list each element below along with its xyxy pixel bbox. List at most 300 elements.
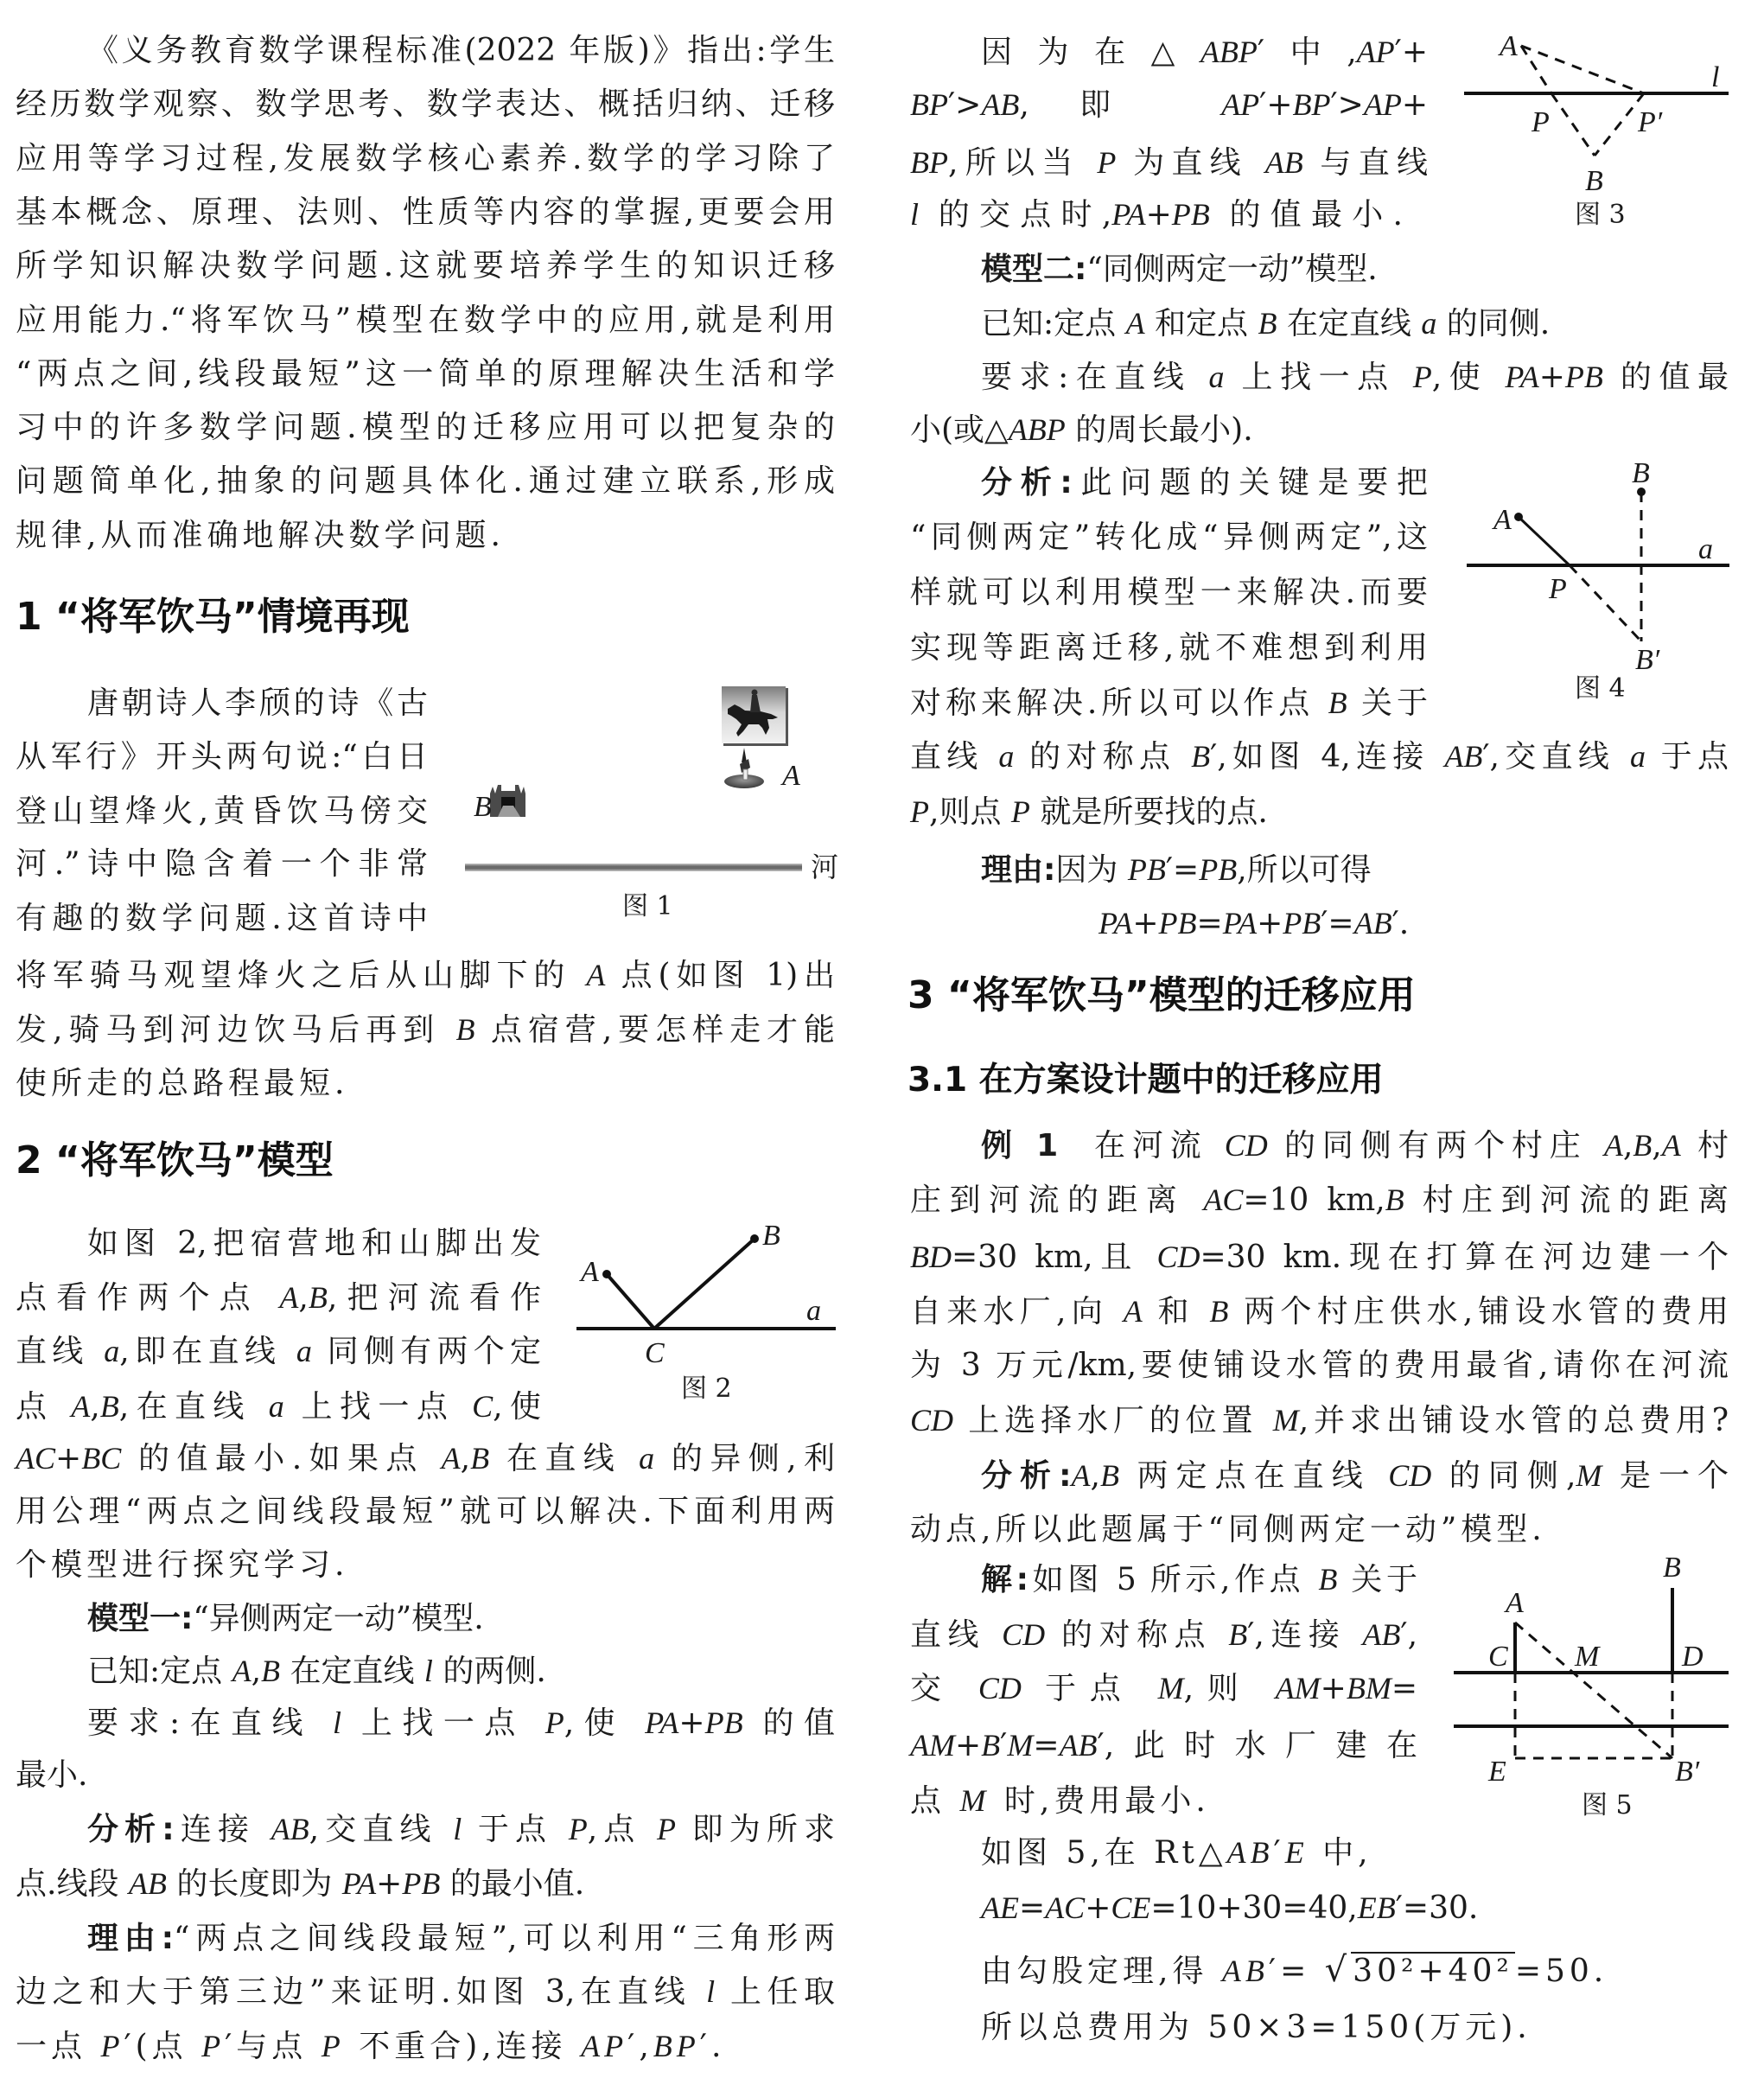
intro-line: 规律,从而准确地解决数学问题. xyxy=(16,518,505,553)
math-variable: P xyxy=(657,1812,676,1846)
solution-line: 交 CD 于点 M,则 AM+BM= xyxy=(910,1671,1417,1706)
math-variable: M xyxy=(1007,1728,1034,1763)
math-variable: A xyxy=(1008,412,1028,447)
math-variable: B xyxy=(653,2029,677,2063)
math-variable: P xyxy=(1199,852,1219,887)
section-1-line: 河.”诗中隐含着一个非常 xyxy=(16,846,428,882)
figure-2-line-label: a xyxy=(806,1295,821,1327)
proof-line: BP′>AB,即 AP′+BP′>AP+ xyxy=(910,87,1428,123)
model-1-title: “异侧两定一动”模型. xyxy=(193,1601,484,1636)
math-variable: A xyxy=(1275,1671,1295,1705)
river-line xyxy=(465,864,802,871)
figure-3 xyxy=(1452,17,1746,242)
math-variable: E xyxy=(1357,1890,1377,1925)
model-2-title-line xyxy=(981,243,1378,296)
math-variable: P xyxy=(1111,197,1127,232)
math-variable: A xyxy=(1071,1458,1091,1493)
model-2-analysis-line: P,则点 P 就是所要找的点. xyxy=(910,794,1268,830)
figure-4-label-b: B xyxy=(1632,457,1650,489)
model-2-label: 模型二: xyxy=(981,252,1087,287)
math-variable: A xyxy=(981,1890,1000,1925)
solution-line xyxy=(981,1552,1417,1606)
math-variable: A xyxy=(1125,306,1145,341)
section-1-line: 发,骑马到河边饮马后再到 B 点宿营,要怎样走才能 xyxy=(16,1012,836,1048)
model-2-analysis-line: 样就可以利用模型一来解决.而要 xyxy=(910,575,1428,610)
math-variable: B xyxy=(470,1441,490,1476)
math-variable: M xyxy=(959,1783,990,1818)
model-1-reason-line xyxy=(87,1912,835,1966)
figure-3-line-label: l xyxy=(1711,61,1720,93)
example-1-analysis-line xyxy=(981,1449,1729,1502)
figure-4 xyxy=(1452,449,1746,709)
segment-ap xyxy=(1521,46,1551,93)
math-variable: B xyxy=(81,1441,101,1476)
intro-line: 应用等学习过程,发展数学核心素养.数学的学习除了 xyxy=(16,141,835,176)
math-variable: A xyxy=(1221,87,1241,122)
section-1-line: 使所走的总路程最短. xyxy=(16,1066,349,1101)
math-variable: A xyxy=(1238,906,1258,940)
math-variable: A xyxy=(1045,1890,1065,1925)
math-variable: B xyxy=(1099,1458,1119,1493)
math-variable: A xyxy=(441,1441,461,1476)
math-variable: P xyxy=(1097,145,1117,180)
segment-pb xyxy=(1551,93,1595,156)
math-variable: C xyxy=(978,1671,999,1705)
model-1-reason-line: 边之和大于第三边”来证明.如图 3,在直线 l 上任取 xyxy=(16,1974,835,2010)
figure-4-label-b-prime: B′ xyxy=(1635,644,1660,676)
section-2-line: AC+BC 的值最小.如果点 A,B 在直线 a 的异侧,利 xyxy=(16,1441,836,1476)
example-1-line xyxy=(981,1119,1729,1172)
math-variable: A xyxy=(659,1705,679,1740)
math-variable: P xyxy=(1564,360,1584,394)
figure-5-label-d: D xyxy=(1682,1641,1704,1673)
solution-total: 所以总费用为 50×3=150(万元). xyxy=(981,2010,1532,2045)
horse-rider-image xyxy=(722,686,788,746)
math-variable: A xyxy=(1126,197,1146,232)
math-variable: l xyxy=(706,1974,716,2009)
solution-line: 直线 CD 的对称点 B′,连接 AB′, xyxy=(910,1617,1418,1653)
math-variable: B xyxy=(910,87,929,122)
math-variable: P xyxy=(1240,87,1260,122)
model-2-analysis-line: 直线 a 的对称点 B′,如图 4,连接 AB′,交直线 a 于点 xyxy=(910,739,1729,775)
math-variable: B xyxy=(261,1654,281,1688)
math-variable: a xyxy=(1629,739,1646,774)
figure-1-label-b: B xyxy=(474,791,492,823)
point-b-dot xyxy=(750,1234,759,1243)
math-variable: P xyxy=(604,2029,628,2063)
solution-line: 点 M 时,费用最小. xyxy=(910,1783,1210,1819)
math-variable: B xyxy=(308,1280,328,1315)
figure-5-label-m: M xyxy=(1575,1641,1600,1673)
math-variable: B xyxy=(1177,906,1197,940)
math-variable: P xyxy=(544,1705,564,1740)
math-variable: C xyxy=(35,1441,56,1476)
analysis-label: 分析: xyxy=(87,1812,175,1847)
intro-line: 问题简单化,抽象的问题具体化.通过建立联系,形成 xyxy=(16,463,835,499)
math-variable: A xyxy=(581,2029,605,2063)
math-variable: P xyxy=(929,87,948,122)
math-variable: P xyxy=(1283,906,1302,940)
analysis-text: 此问题的关键是要把 xyxy=(1072,465,1428,500)
math-variable: B xyxy=(1633,1128,1653,1163)
math-variable: P xyxy=(645,1705,660,1740)
math-variable: A xyxy=(71,1389,91,1424)
analysis-text: 连接 AB,交直线 l 于点 P,点 P 即为所求 xyxy=(174,1812,835,1847)
figure-5-label-c: C xyxy=(1488,1641,1508,1673)
sqrt-radicand: 30²+40² xyxy=(1353,1954,1513,1989)
intro-line: 习中的许多数学问题.模型的迁移应用可以把复杂的 xyxy=(16,410,835,445)
math-variable: B xyxy=(1381,1617,1401,1652)
model-1-reason-line: 一点 P′(点 P′与点 P 不重合),连接 AP′,BP′. xyxy=(16,2029,726,2064)
intro-line: 基本概念、原理、法则、性质等内容的掌握,更要会用 xyxy=(16,194,835,230)
math-variable: P xyxy=(704,1705,724,1740)
model-1-require-line: 最小. xyxy=(16,1757,88,1793)
sqrt-symbol: √ xyxy=(1324,1950,1352,1990)
math-variable: A xyxy=(1203,1183,1223,1217)
math-variable: B xyxy=(910,1240,929,1274)
math-variable: a xyxy=(268,1389,284,1424)
math-variable: B xyxy=(1191,739,1211,774)
proof-line: l 的交点时,PA+PB 的值最小. xyxy=(910,197,1404,233)
segment-ap-prime xyxy=(1521,46,1644,93)
model-2-title: “同侧两定一动”模型. xyxy=(1086,252,1378,287)
math-variable: A xyxy=(128,1866,148,1901)
beacon-tower-image xyxy=(724,748,764,788)
math-variable: a xyxy=(296,1334,312,1368)
math-variable: A xyxy=(1363,87,1383,122)
math-variable: M xyxy=(1576,1458,1602,1493)
model-2-analysis-line: “同侧两定”转化成“异侧两定”,这 xyxy=(910,520,1428,555)
solution-step: AE=AC+CE=10+30=40,EB′=30. xyxy=(981,1890,1479,1926)
analysis-label: 分析: xyxy=(981,1458,1072,1494)
math-variable: B xyxy=(1583,360,1603,394)
math-variable: C xyxy=(1222,1183,1244,1217)
math-variable: B xyxy=(981,1728,1001,1763)
math-variable: P xyxy=(1127,852,1147,887)
math-variable: C xyxy=(1111,1890,1132,1925)
model-2-require-line: 要求:在直线 a 上找一点 P,使 PA+PB 的值最 xyxy=(981,360,1729,395)
section-1-line: 有趣的数学问题.这首诗中 xyxy=(16,901,428,936)
solution-label: 解: xyxy=(981,1562,1029,1597)
example-1-label: 例 1 xyxy=(981,1128,1059,1163)
figure-5-caption: 图 5 xyxy=(1582,1790,1633,1820)
math-variable: P xyxy=(1412,360,1432,394)
section-2-line: 用公理“两点之间线段最短”就可以解决.下面利用两 xyxy=(16,1494,835,1529)
figure-3-label-p-prime: P′ xyxy=(1638,106,1663,138)
figure-2-caption: 图 2 xyxy=(681,1374,732,1404)
model-1-title-line xyxy=(87,1592,484,1646)
segment-ac xyxy=(607,1274,654,1329)
section-2-heading: 2 “将军饮马”模型 xyxy=(16,1138,334,1183)
reason-label: 理由: xyxy=(87,1921,174,1956)
math-variable: B xyxy=(1219,35,1239,69)
math-variable: E xyxy=(1000,1890,1019,1925)
math-variable: C xyxy=(1388,1458,1410,1493)
math-variable: C xyxy=(1002,1617,1023,1652)
math-variable: a xyxy=(1421,306,1437,341)
model-2-reason-line xyxy=(981,843,1372,896)
model-1-label: 模型一: xyxy=(87,1601,194,1636)
math-variable: B xyxy=(421,1866,441,1901)
figure-5 xyxy=(1452,1547,1746,1820)
math-variable: E xyxy=(1284,1835,1309,1870)
intro-line: “两点之间,线段最短”这一简单的原理解决生活和学 xyxy=(16,356,835,392)
solution-text: 如图 5 所示,作点 B 关于 xyxy=(1028,1562,1417,1597)
section-2-line: 直线 a,即在直线 a 同侧有两个定 xyxy=(16,1334,541,1369)
math-variable: A xyxy=(1603,1128,1623,1163)
math-variable: B xyxy=(99,1389,119,1424)
math-variable: B xyxy=(1292,87,1312,122)
section-2-line: 点看作两个点 A,B,把河流看作 xyxy=(16,1280,541,1316)
math-variable: B xyxy=(455,1012,475,1047)
math-variable: P xyxy=(1311,87,1331,122)
math-variable: C xyxy=(472,1389,494,1424)
math-variable: E xyxy=(1131,1890,1151,1925)
math-variable: B xyxy=(1218,852,1238,887)
math-variable: P xyxy=(568,1812,588,1846)
figure-5-label-b-prime: B′ xyxy=(1675,1756,1700,1788)
figure-2-label-a: A xyxy=(581,1256,599,1288)
figure-4-caption: 图 4 xyxy=(1575,673,1626,704)
math-variable: A xyxy=(586,958,606,992)
math-variable: D xyxy=(929,1240,952,1274)
math-variable: A xyxy=(1123,1294,1143,1329)
math-variable: A xyxy=(1362,1617,1382,1652)
math-variable: M xyxy=(929,1728,955,1763)
math-variable: M xyxy=(1365,1671,1391,1705)
math-variable: D xyxy=(1245,1128,1268,1163)
math-variable: A xyxy=(1221,1954,1245,1988)
math-variable: P xyxy=(1010,794,1030,829)
pythagoras-result: =50. xyxy=(1514,1954,1608,1989)
intro-line: 应用能力.“将军饮马”模型在数学中的应用,就是利用 xyxy=(16,303,835,338)
math-variable: a xyxy=(104,1334,120,1368)
math-variable: l xyxy=(910,197,920,232)
math-variable: P xyxy=(1382,87,1402,122)
math-variable: B xyxy=(1376,1890,1396,1925)
math-variable: B xyxy=(147,1866,167,1901)
example-1-line: 自来水厂,向 A 和 B 两个村庄供水,铺设水管的费用 xyxy=(910,1294,1729,1329)
math-variable: B xyxy=(723,1705,743,1740)
section-1-line: 从军行》开头两句说:“白日 xyxy=(16,739,428,775)
model-2-analysis-line: 实现等距离迁移,就不难想到利用 xyxy=(910,630,1428,666)
math-variable: A xyxy=(1661,1128,1681,1163)
math-variable: A xyxy=(279,1280,299,1315)
math-variable: A xyxy=(1113,906,1133,940)
math-variable: B xyxy=(1000,87,1020,122)
math-variable: P xyxy=(1222,906,1239,940)
figure-2-label-c: C xyxy=(645,1337,665,1369)
section-2-line: 个模型进行探究学习. xyxy=(16,1547,349,1583)
point-a-dot xyxy=(1514,513,1523,521)
math-variable: P xyxy=(402,1866,422,1901)
figure-4-label-p: P xyxy=(1549,573,1567,605)
math-variable: D xyxy=(1022,1617,1046,1652)
math-variable: C xyxy=(1156,1240,1178,1274)
math-variable: A xyxy=(16,1441,35,1476)
math-variable: B xyxy=(1318,1562,1338,1597)
model-2-analysis-line xyxy=(981,456,1428,510)
pythagoras-text: 由勾股定理,得 AB′= xyxy=(981,1954,1325,1989)
math-variable: M xyxy=(1157,1671,1184,1705)
math-variable: A xyxy=(232,1654,252,1688)
figure-1-label-a: A xyxy=(782,760,800,792)
figure-2 xyxy=(562,1202,847,1409)
math-variable: A xyxy=(1200,35,1220,69)
math-variable: l xyxy=(423,1654,433,1688)
section-1-line: 将军骑马观望烽火之后从山脚下的 A 点(如图 1)出 xyxy=(16,958,835,993)
model-1-analysis-line: 点.线段 AB 的长度即为 PA+PB 的最小值. xyxy=(16,1866,585,1902)
example-1-line: 庄到河流的距离 AC=10 km,B 村庄到河流的距离 xyxy=(910,1183,1729,1218)
math-variable: A xyxy=(1356,35,1376,69)
math-variable: P xyxy=(929,145,948,180)
section-1-heading: 1 “将军饮马”情境再现 xyxy=(16,595,410,639)
math-variable: A xyxy=(1226,1835,1251,1870)
math-variable: B xyxy=(1250,1835,1274,1870)
figure-5-label-b: B xyxy=(1663,1552,1681,1584)
math-variable: B xyxy=(1146,852,1166,887)
math-variable: C xyxy=(1064,1890,1086,1925)
math-variable: A xyxy=(1264,145,1284,180)
segment-ap xyxy=(1519,517,1570,565)
figure-1-caption: 图 1 xyxy=(622,891,673,921)
proof-line: BP,所以当 P 为直线 AB 与直线 xyxy=(910,145,1428,181)
math-variable: B xyxy=(1346,1671,1366,1705)
section-2-line: 点 A,B,在直线 a 上找一点 C,使 xyxy=(16,1389,542,1425)
segment-bc xyxy=(654,1239,755,1329)
intro-line: 经历数学观察、数学思考、数学表达、概括归纳、迁移 xyxy=(16,86,835,122)
river-label: 河 xyxy=(811,851,839,883)
point-a-dot xyxy=(602,1270,611,1278)
figure-1 xyxy=(449,666,847,925)
section-2-line: 如图 2,把宿营地和山脚出发 xyxy=(87,1226,541,1261)
math-variable: B xyxy=(290,1812,309,1846)
math-variable: A xyxy=(1353,906,1373,940)
section-1-line: 唐朝诗人李颀的诗《古 xyxy=(87,685,428,721)
math-variable: B xyxy=(1463,739,1483,774)
math-variable: B xyxy=(1078,1728,1098,1763)
figure-3-label-p: P xyxy=(1532,106,1550,138)
math-variable: P xyxy=(1238,35,1258,69)
math-variable: A xyxy=(357,1866,377,1901)
reason-label: 理由: xyxy=(981,852,1056,888)
math-variable: a xyxy=(998,739,1015,774)
math-variable: B xyxy=(1258,306,1277,341)
figure-4-label-a: A xyxy=(1493,504,1512,536)
model-1-require-line: 要求:在直线 l 上找一点 P,使 PA+PB 的值 xyxy=(87,1705,835,1741)
model-1-analysis-line xyxy=(87,1802,835,1856)
math-variable: A xyxy=(271,1812,290,1846)
math-variable: B xyxy=(1302,906,1321,940)
math-variable: A xyxy=(910,1728,929,1763)
model-1-known: 已知:定点 A,B 在定直线 l 的两侧. xyxy=(87,1654,546,1689)
example-1-line: CD 上选择水厂的位置 M,并求出铺设水管的总费用? xyxy=(910,1403,1729,1438)
math-variable: D xyxy=(931,1403,954,1438)
math-variable: B xyxy=(1245,1954,1269,1988)
math-variable: B xyxy=(1283,145,1303,180)
example-1-line: 为 3 万元/km,要使铺设水管的费用最省,请你在河流 xyxy=(910,1348,1729,1383)
math-variable: B xyxy=(1209,1294,1229,1329)
math-variable: P xyxy=(341,1866,358,1901)
math-variable: P xyxy=(1505,360,1520,394)
math-variable: A xyxy=(1444,739,1464,774)
math-variable: B xyxy=(1328,685,1347,720)
math-variable: B xyxy=(1190,197,1210,232)
math-variable: P xyxy=(1158,906,1178,940)
figure-3-label-b: B xyxy=(1585,165,1603,197)
math-variable: M xyxy=(1294,1671,1321,1705)
solution-line: AM+B′M=AB′,此时水厂建在 xyxy=(910,1728,1417,1763)
example-1-analysis-line: 动点,所以此题属于“同侧两定一动”模型. xyxy=(910,1512,1546,1547)
figure-5-label-a: A xyxy=(1506,1587,1524,1619)
intro-line: 《义务教育数学课程标准(2022 年版)》指出:学生 xyxy=(87,33,835,68)
solution-step-pythagoras xyxy=(981,1943,1608,1997)
math-variable: P xyxy=(1171,197,1191,232)
math-variable: C xyxy=(910,1403,932,1438)
section-1-line: 登山望烽火,黄昏饮马傍交 xyxy=(16,794,428,829)
math-variable: P xyxy=(1046,412,1066,447)
figure-5-label-e: E xyxy=(1488,1756,1506,1788)
castle-image xyxy=(490,785,525,817)
model-2-analysis-line: 对称来解决.所以可以作点 B 关于 xyxy=(910,685,1428,721)
section-3-1-heading: 3.1 在方案设计题中的迁移应用 xyxy=(907,1061,1384,1100)
math-variable: D xyxy=(998,1671,1022,1705)
proof-line: 因为在△ABP′中,AP′+ xyxy=(981,35,1428,70)
math-variable: A xyxy=(1059,1728,1079,1763)
math-variable: B xyxy=(1372,906,1392,940)
math-variable: P xyxy=(321,2029,345,2063)
math-variable: B xyxy=(1385,1183,1404,1217)
analysis-text: A,B 两定点在直线 CD 的同侧,M 是一个 xyxy=(1071,1458,1729,1494)
math-variable: l xyxy=(332,1705,341,1740)
figure-3-caption: 图 3 xyxy=(1575,200,1626,230)
math-variable: P xyxy=(1375,35,1395,69)
math-variable: B xyxy=(1228,1617,1248,1652)
segment-p-prime-b xyxy=(1595,93,1644,156)
figure-4-line-label: a xyxy=(1698,533,1713,565)
math-variable: P xyxy=(1099,906,1114,940)
math-variable: P xyxy=(676,2029,700,2063)
intro-line: 所学知识解决数学问题.这就要培养学生的知识迁移 xyxy=(16,248,835,284)
math-variable: A xyxy=(981,87,1001,122)
figure-2-label-b: B xyxy=(762,1220,780,1252)
section-3-heading: 3 “将军饮马”模型的迁移应用 xyxy=(907,973,1416,1017)
reason-formula: PA+PB=PA+PB′=AB′. xyxy=(1099,906,1410,941)
math-variable: D xyxy=(1409,1458,1432,1493)
segment-pb-prime xyxy=(1570,565,1641,641)
math-variable: P xyxy=(100,2029,124,2063)
math-variable: B xyxy=(1027,412,1047,447)
math-variable: a xyxy=(639,1441,655,1476)
math-variable: B xyxy=(910,145,929,180)
solution-step: 如图 5,在 Rt△AB′E 中, xyxy=(981,1835,1372,1871)
math-variable: a xyxy=(1208,360,1225,394)
math-variable: C xyxy=(1224,1128,1245,1163)
example-1-text: 在河流 CD 的同侧有两个村庄 A,B,A 村 xyxy=(1087,1128,1729,1163)
model-2-known: 已知:定点 A 和定点 B 在定直线 a 的同侧. xyxy=(981,306,1551,341)
math-variable: l xyxy=(453,1812,462,1846)
math-variable: A xyxy=(1519,360,1539,394)
math-variable: P xyxy=(910,794,929,829)
math-variable: C xyxy=(100,1441,122,1476)
analysis-label: 分析: xyxy=(981,465,1073,500)
math-variable: D xyxy=(1177,1240,1200,1274)
figure-3-label-a: A xyxy=(1500,30,1518,62)
model-2-require-line: 小(或△ABP 的周长最小). xyxy=(910,412,1253,448)
math-variable: P xyxy=(201,2029,226,2063)
math-variable: M xyxy=(1272,1403,1299,1438)
reason-text: 因为 PB′=PB,所以可得 xyxy=(1055,852,1372,888)
